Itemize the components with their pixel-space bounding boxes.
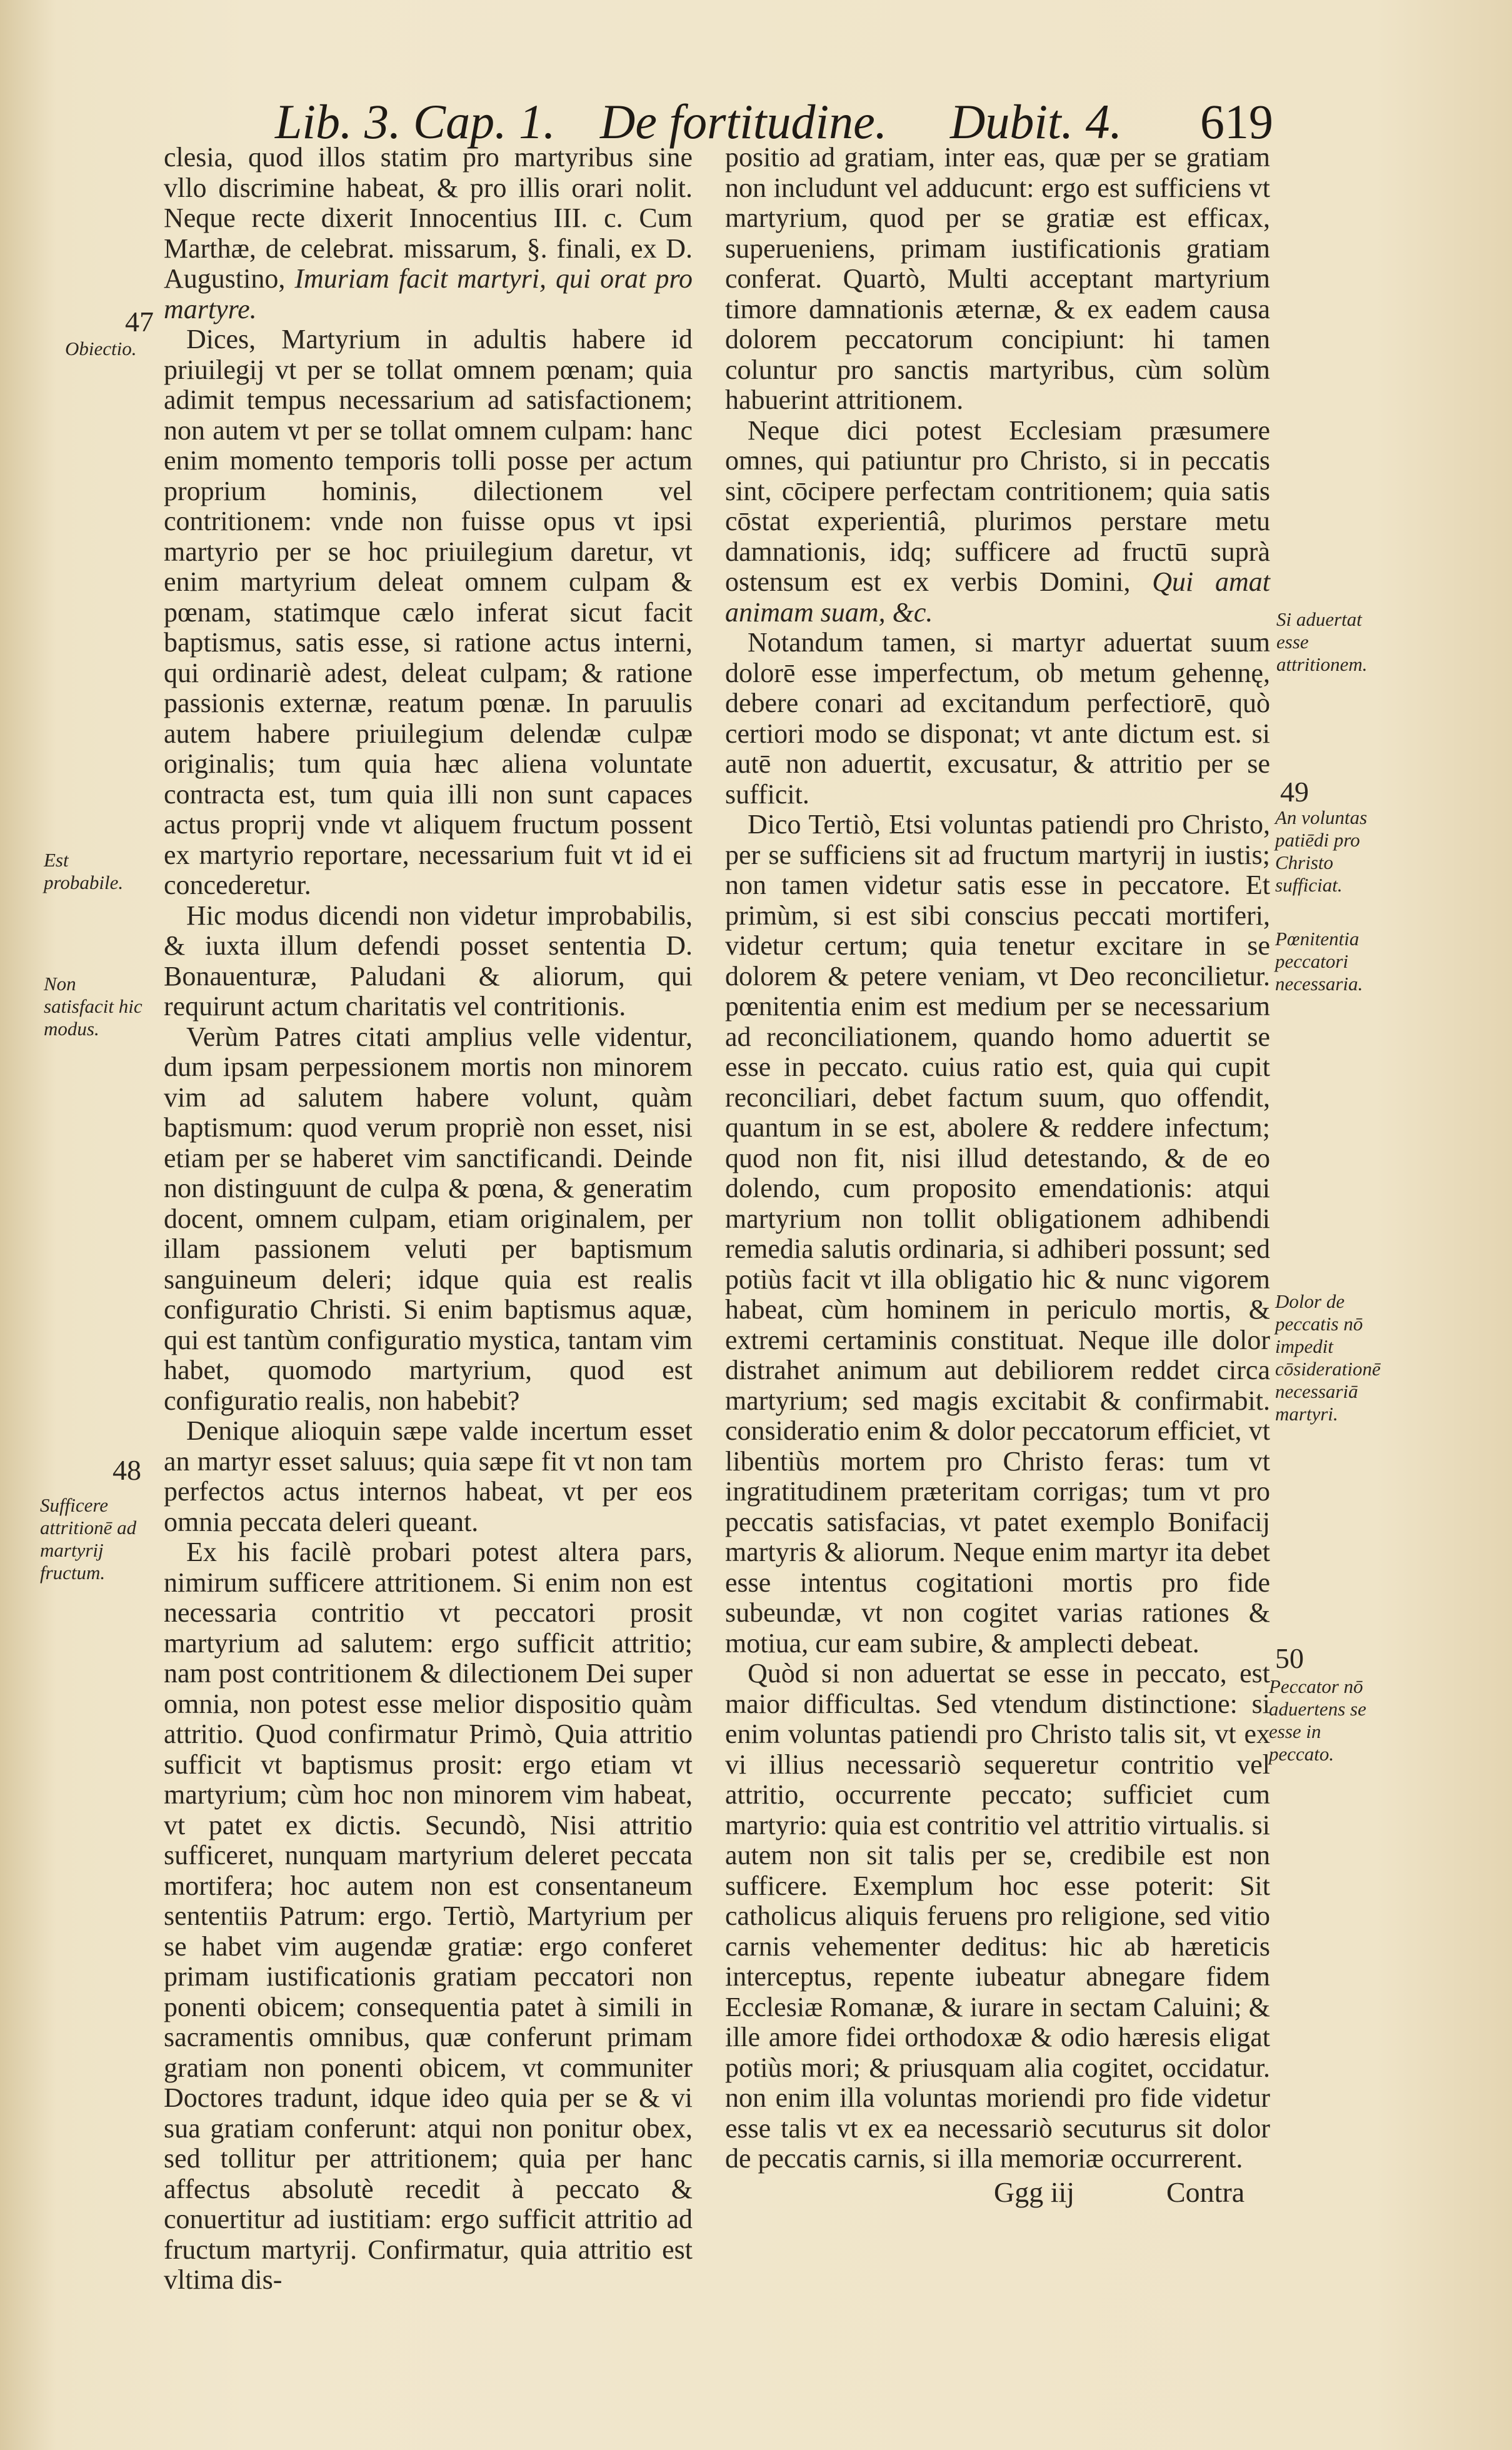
section-number-48: 48 — [113, 1454, 141, 1486]
left-text-column — [164, 142, 693, 2295]
margin-note-si-aduertat: Si aduertat esse attritionem. — [1276, 608, 1368, 675]
margin-note-sufficere-attritionem: Sufficere attritionē ad martyrij fructum. — [40, 1494, 137, 1584]
margin-note-dolor: Dolor de peccatis nō impedit cōsiderationē necessariā martyri. — [1275, 1290, 1381, 1425]
header-book-chapter: Lib. 3. Cap. 1. — [275, 94, 556, 149]
margin-note-est-probabile: Est probabile. — [44, 849, 124, 893]
catchword: Contra — [1166, 2176, 1245, 2208]
margin-note-peccator: Peccator nō aduertens se esse in peccato. — [1269, 1675, 1366, 1765]
signature-mark: Ggg iij — [994, 2176, 1075, 2208]
margin-note-objectio: Obiectio. — [65, 338, 137, 359]
text-paragraph: Dico Tertiò, Etsi voluntas patiendi pro Christo, per se sufficiens sit ad fructum martyrij in iustis; non tamen videtur satis esse in peccatore. Et primùm, si est sibi conscius peccati mortiferi, videtur certum; quia tenetur excitare in se dolorem & petere veniam, vt Deo reconcilietur. pœnitentia enim est medium per se necessarium ad reconciliationem, quando homo aduertit se esse in peccato. cuius ratio est, quia qui cupit reconciliari, debet factum suum, quo offendit, quantum in se est, abolere & reddere infectum; quod non fit, nisi illud detestando, & de eo dolendo, cum proposito emendationis: atqui martyrium non tollit obligationem adhibendi remedia salutis ordinaria, si adhiberi possunt; sed potiùs facit vt illa obligatio hic & nunc vigorem habeat, cùm hominem in periculo mortis, & extremi certaminis constituat. Neque ille dolor distrahet animum aut debiliorem reddet circa martyrium; sed magis excitabit & confirmabit. consideratio enim & dolor peccatorum efficiet, vt libentiùs mortem pro Christo feras: tum vt ingratitudinem præteritam corrigas; tum vt pro peccatis satisfacias, vt patet exemplo Bonifacij martyris & aliorum. Neque enim martyr ita debet esse intentus cogitationi mortis pro fide subeundæ, vt non cogitet varias rationes & motiua, cur eam subire, & amplecti debeat. — [725, 809, 1270, 1659]
text-paragraph: positio ad gratiam, inter eas, quæ per se gratiam non includunt vel adducunt: ergo est sufficiens vt martyrium, quod per se gratiæ est efficax, superueniens, primam iustificationis gratiam conferat. Quartò, Multi acceptant martyrium timore damnationis æternæ, & ex eadem causa dolorem peccatorum concipiunt: hi tamen coluntur pro sanctis martyribus, cùm solùm habuerint attritionem. — [725, 142, 1270, 415]
section-number-50: 50 — [1275, 1642, 1304, 1674]
text-paragraph: Neque dici potest Ecclesiam præsumere omnes, qui patiuntur pro Christo, si in peccatis sint, cōcipere perfectam contritionem; quia satis cōstat experientiâ, plurimos perstare metu damnationis, idq; sufficere ad fructū suprà ostensum est ex verbis Domini, Qui amat animam suam, &c. — [725, 414, 1271, 628]
text-paragraph: Dices, Martyrium in adultis habere id priuilegij vt per se tollat omnem pœnam; quia adimit tempus necessarium ad satisfactionem; non autem vt per se tollat omnem culpam: hanc enim momento temporis tolli posse per actum proprium hominis, dilectionem vel contritionem: vnde non fuisse opus vt ipsi martyrio per se hoc priuilegium daretur, vt enim martyrium deleat omnem culpam & pœnam, statimque cælo inferat sicut facit baptismus, satis esse, si ratione actus interni, qui ordinariè adest, deleat culpam; & ratione passionis externæ, reatum pœnæ. In paruulis autem habere priuilegium delendæ culpæ originalis; tum quia hæc aliena voluntate contracta est, tum quia illi non sunt capaces actus proprij vnde vt aliquem fructum possent ex martyrio reportare, necessarium fuit vt id ei concederetur. — [164, 324, 693, 900]
text-paragraph: Verùm Patres citati amplius velle videntur, dum ipsam perpessionem mortis non minorem vim ad salutem habere volunt, quàm baptismum: quod verum propriè non esset, nisi etiam per se haberet vim sanctificandi. Deinde non distinguunt de culpa & pœna, & generatim docent, omnem culpam, etiam originalem, per illam passionem veluti per baptismum sanguineum deleri; idque quia est realis configuratio Christi. Si enim baptismus aquæ, qui est tantùm configuratio mystica, tantam vim habet, quomodo martyrium, quod est configuratio realis, non habebit? — [164, 1021, 693, 1416]
margin-note-an-voluntas: An voluntas patiēdi pro Christo sufficiat. — [1275, 806, 1368, 896]
text-paragraph: Ex his facilè probari potest altera pars, nimirum sufficere attritionem. Si enim non est necessaria contritio vt peccatori prosit martyrium ad salutem: ergo sufficit attritio; nam post contritionem & dilectionem Dei super omnia, non potest esse melior dispositio quàm attritio. Quod confirmatur Primò, Quia attritio sufficit vt baptismus prosit: ergo etiam vt martyrium; cùm hoc non minorem vim habeat, vt patet ex dictis. Secundò, Nisi attritio sufficeret, nunquam martyrium deleret peccata mortifera; hoc autem non est consentaneum sententiis Patrum: ergo. Tertiò, Martyrium per se habet vim augendæ gratiæ: ergo conferet primam iustificationis gratiam peccatori non ponenti obicem; consequentia patet à simili in sacramentis omnibus, quæ conferunt primam gratiam non ponenti obicem, vt communiter Doctores tradunt, idque ideo quia per se & vi sua gratiam conferunt: atqui non ponitur obex, sed tollitur per attritionem; quia per hanc affectus absolutè recedit à peccato & conuertitur ad iustitiam: ergo sufficit attritio ad fructum martyrij. Confirmatur, quia attritio est vltima dis- — [164, 1537, 693, 2295]
italic-quote: Qui amat animam suam, &c. — [725, 566, 1271, 628]
section-number-47: 47 — [125, 306, 154, 338]
right-text-column — [725, 143, 1270, 2187]
header-dubitatio: Dubit. 4. — [950, 94, 1123, 149]
text-paragraph: Notandum tamen, si martyr aduertat suum dolorē esse imperfectum, ob metum gehennę, debere conari ad excitandum perfectiorē, quò certiori modo se disponat; vt ante dictum est. si autē non aduertit, excusatur, & attritio per se sufficit. — [725, 627, 1270, 810]
text-paragraph: clesia, quod illos statim pro martyribus sine vllo discrimine habeat, & pro illis orari nolit. Neque recte dixerit Innocentius III. c. Cum Marthæ, de celebrat. missarum, §. finali, ex D. Augustino, Imuriam facit martyri, qui orat pro martyre. — [164, 142, 693, 324]
header-title: De fortitudine. — [600, 94, 888, 149]
page-number: 619 — [1200, 94, 1273, 149]
text-paragraph: Quòd si non aduertat se esse in peccato, est maior difficultas. Sed vtendum distinctione: si enim voluntas patiendi pro Christo talis sit, vt ex vi illius necessariò sequeretur contritio vel attritio, occurrente peccato; sufficiet cum martyrio: quia est contritio vel attritio virtualis. si autem non sit talis per se, credibile est non sufficere. Exemplum hoc esse poterit: Sit catholicus aliquis feruens pro religione, sed vitio carnis vehementer deditus: hic ab hæreticis interceptus, repente iubeatur abnegare fidem Ecclesiæ Romanæ, & iurare in sectam Caluini; & ille amore fidei orthodoxæ & odio hæresis eligat potiùs mori; & priusquam alia cogitet, occidatur. non enim illa voluntas moriendi pro fide videtur esse talis vt ex ea necessariò secuturus sit dolor de peccatis carnis, si illa memoriæ occurrerent. — [725, 1658, 1270, 2174]
text-paragraph: Denique alioquin sæpe valde incertum esset an martyr esset saluus; quia sæpe fit vt non tam perfectos actus internos habeat, vt per eos omnia peccata deleri queant. — [164, 1415, 693, 1537]
italic-quote: Imuriam facit martyri, qui orat pro martyre. — [164, 263, 693, 324]
section-number-49: 49 — [1280, 776, 1309, 808]
text-paragraph: Hic modus dicendi non videtur improbabilis, & iuxta illum defendi posset sententia D. Bonauenturæ, Paludani & aliorum, qui requirunt actum charitatis vel contritionis. — [164, 900, 693, 1022]
margin-note-non-satis: Non satisfacit hic modus. — [44, 973, 143, 1040]
margin-note-poenitentia: Pœnitentia peccatori necessaria. — [1275, 928, 1363, 995]
